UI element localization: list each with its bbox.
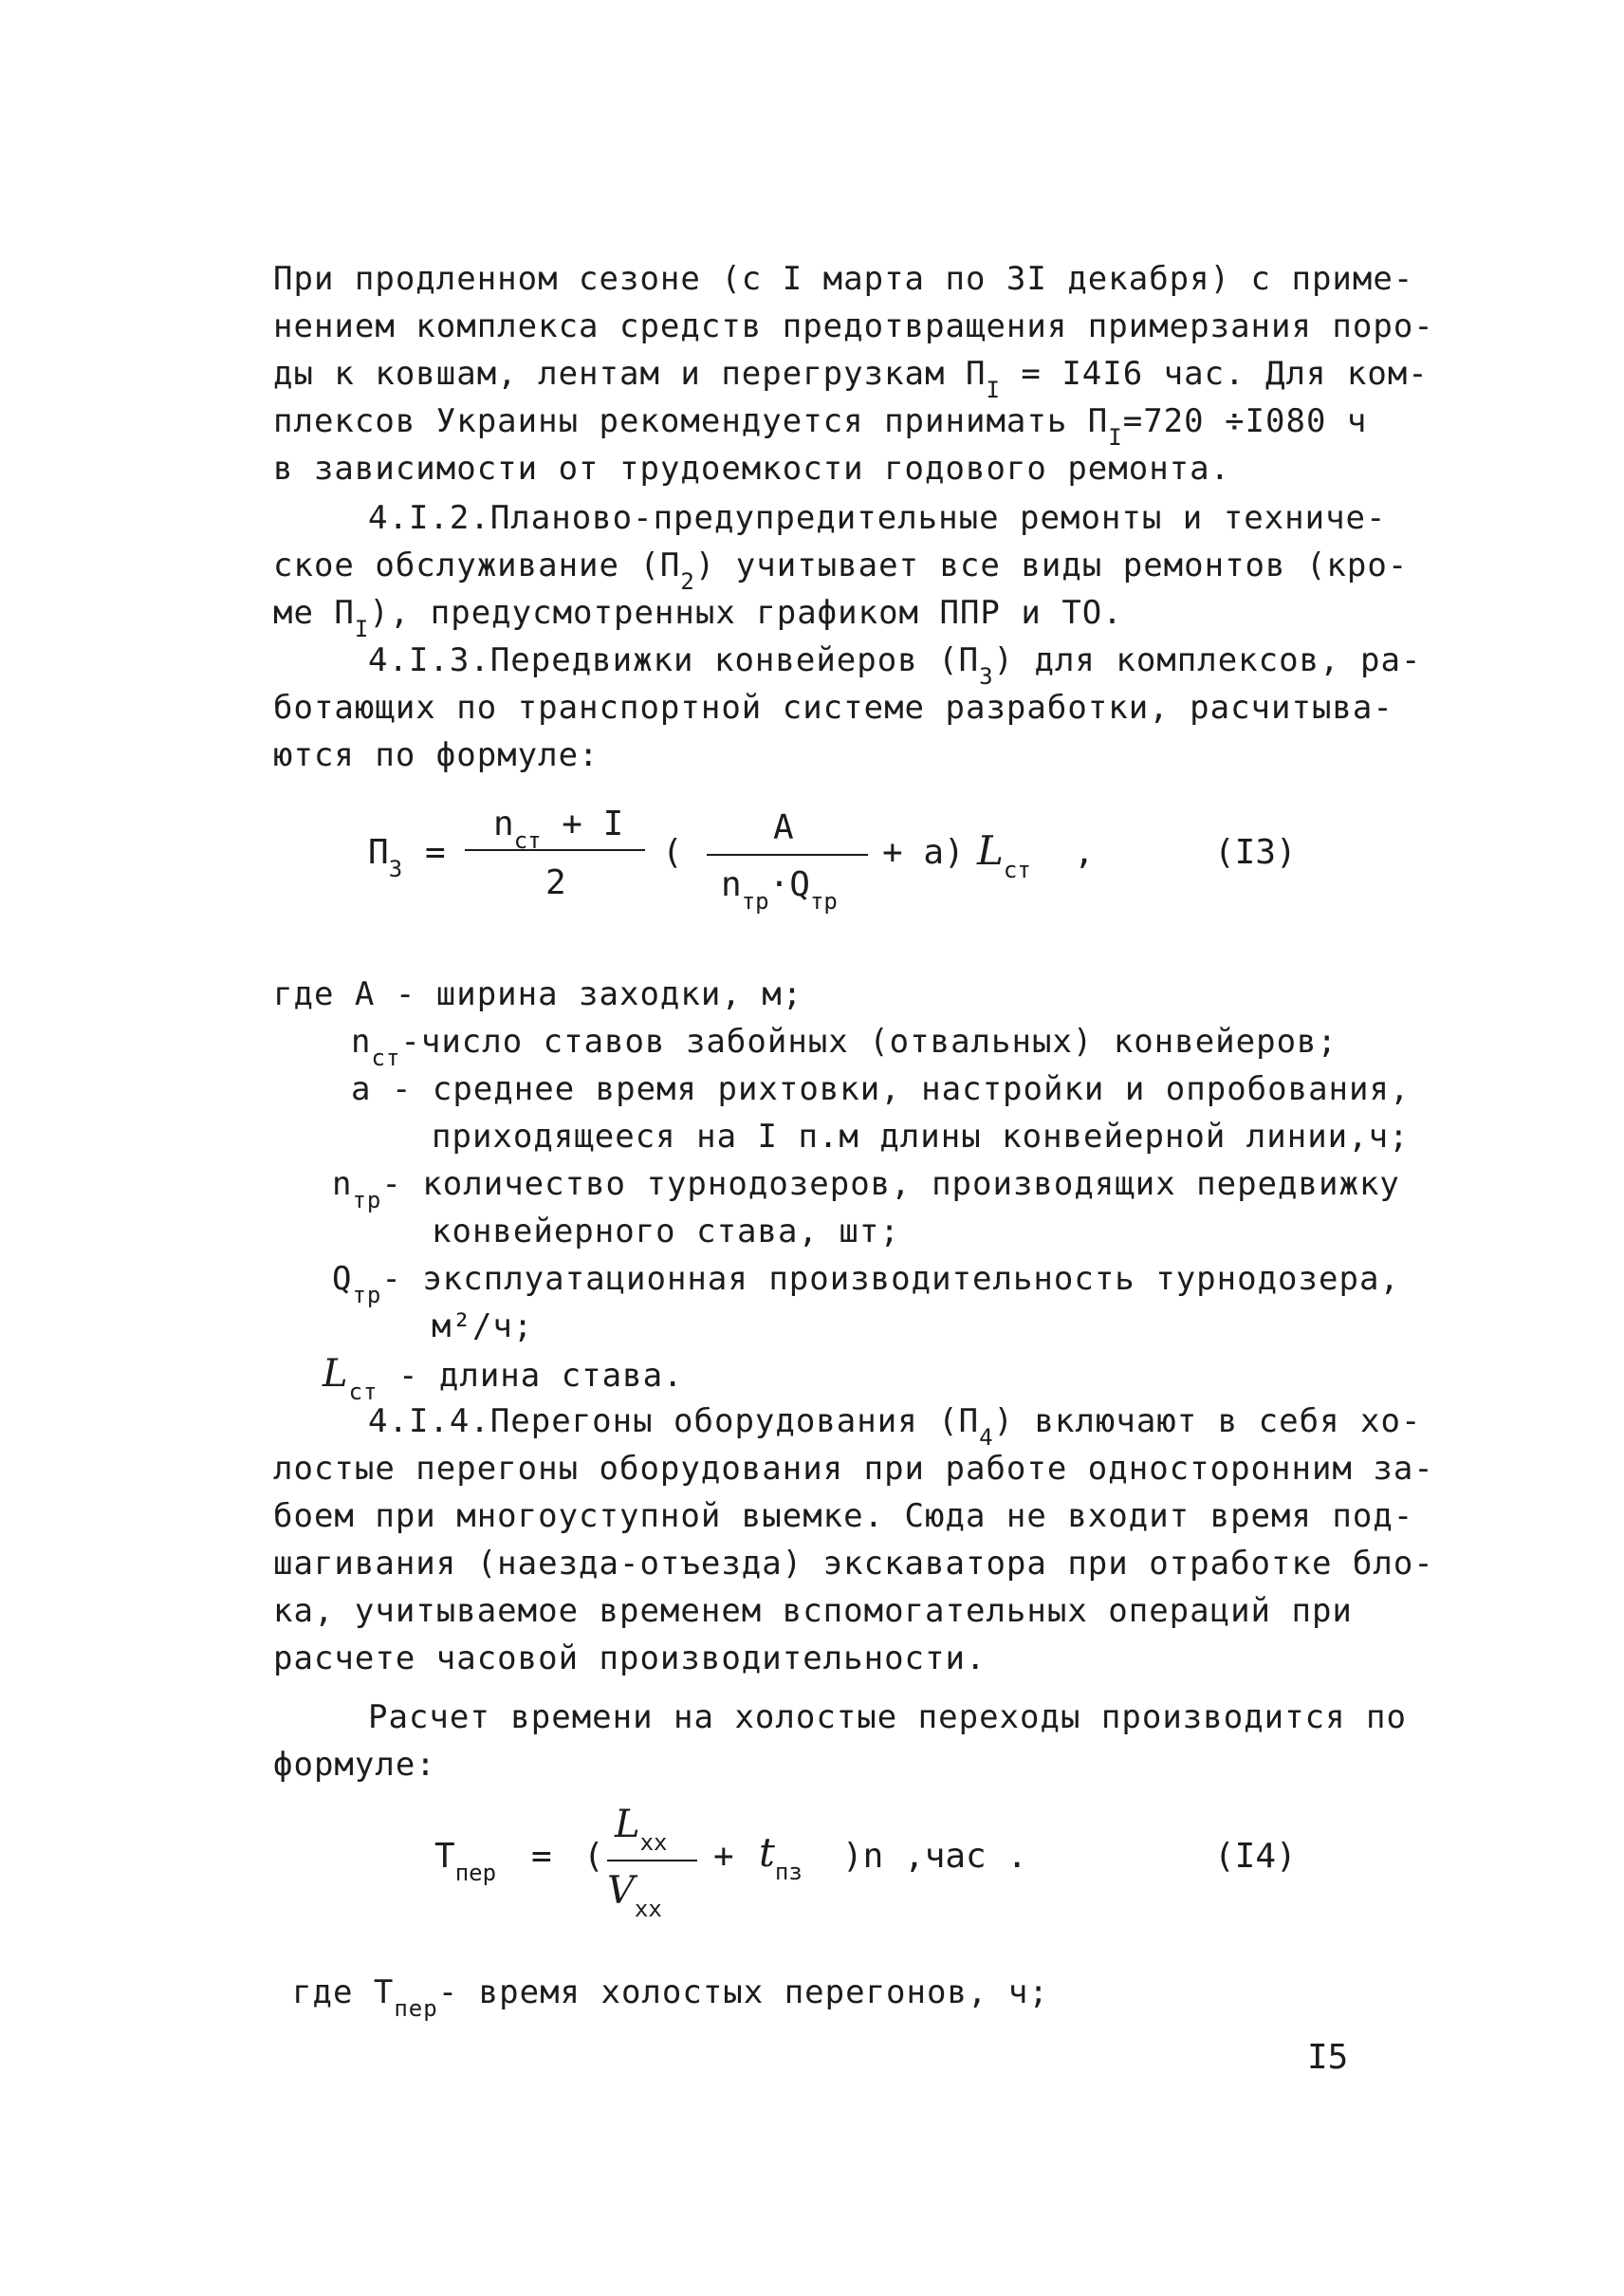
definition-item: где $T_{пер}-$ время холостых перегонов, ч; (292, 1973, 1049, 2022)
fraction-denominator: $n_{тр}\cdot Q_{тр}$ (721, 865, 838, 915)
text-line: в зависимости от трудоемкости годового ремонта. (273, 450, 1231, 488)
definition-item: $L_{ст}$ - длина става. (323, 1352, 684, 1405)
formula-lhs: $П_3$ (368, 833, 403, 882)
text-line: ме $П_I$), предусмотренных графиком ППР и ТО. (273, 594, 1123, 642)
definition-item: $n_{ст}$-число ставов забойных (отвальных) конвейеров; (351, 1023, 1338, 1071)
formula-plus: + (713, 1837, 734, 1876)
text-line: ды к ковшам, лентам и перегрузкам $П_I = I4I6$ час. Для ком- (273, 355, 1429, 403)
definition-item: м²/ч; (432, 1307, 534, 1345)
formula-equals: = (531, 1837, 552, 1876)
definition-item: $Q_{тр}-$ эксплуатационная производительность турнодозера, (332, 1260, 1400, 1308)
section-4-1-4: 4.I.4.Перегоны оборудования $(П_4)$ включают в себя хо- (368, 1402, 1422, 1451)
fraction-denominator: $V_{хх}$ (607, 1869, 662, 1922)
fraction-numerator: $n_{ст} + I$ (493, 805, 624, 854)
definition-item: a - среднее время рихтовки, настройки и опробования, (351, 1070, 1411, 1108)
definition-item: приходящееся на I п.м длины конвейерной линии,ч; (432, 1118, 1410, 1156)
formula-number: (I4) (1214, 1837, 1297, 1876)
page-number: I5 (1307, 2038, 1349, 2077)
formula-comma: , (1074, 833, 1095, 872)
text-line: ское обслуживание $(П_2)$ учитывает все виды ремонтов (кро- (273, 546, 1409, 595)
fraction-denominator: 2 (545, 863, 566, 902)
text-line: расчете часовой производительности. (273, 1639, 987, 1677)
fraction-bar (707, 854, 868, 856)
formula-tail: )n ,час . (842, 1837, 1028, 1876)
open-paren: ( (662, 833, 683, 872)
definition-item: $n_{тр}-$ количество турнодозеров, производящих передвижку (332, 1165, 1400, 1213)
formula-equals: = (425, 833, 446, 872)
text-line: ются по формуле: (273, 736, 600, 774)
definition-item: конвейерного става, шт; (432, 1213, 900, 1250)
text-line: плексов Украины рекомендуется принимать $П_I=720 \div I080$ ч (273, 402, 1368, 451)
text-line: шагивания (наезда-отъезда) экскаватора при отработке бло- (273, 1545, 1434, 1583)
section-4-1-3: 4.I.3.Передвижки конвейеров $(П_3)$ для комплексов, ра- (368, 641, 1422, 690)
open-paren: ( (583, 1837, 604, 1876)
text-line: Расчет времени на холостые переходы производится по (368, 1698, 1407, 1736)
formula-t: $t_{пз}$ (759, 1829, 803, 1885)
text-line: формуле: (273, 1746, 436, 1784)
text-line: ка, учитываемое временем вспомогательных операций при (273, 1592, 1353, 1630)
text-line: При продленном сезоне (с I марта по 3I декабря) с приме- (273, 260, 1414, 298)
formula-term: + a) (882, 833, 965, 872)
fraction-bar (607, 1860, 697, 1861)
text-line: лостые перегоны оборудования при работе односторонним за- (273, 1450, 1434, 1488)
text-line: ботающих по транспортной системе разработки, расчитыва- (273, 689, 1393, 727)
fraction-bar (465, 849, 645, 851)
formula-L: $L_{ст}$ (977, 827, 1031, 883)
text-line: боем при многоуступной выемке. Сюда не входит время под- (273, 1497, 1414, 1535)
section-4-1-2: 4.I.2.Планово-предупредительные ремонты и техниче- (368, 499, 1387, 537)
fraction-numerator: $L_{хх}$ (615, 1803, 668, 1856)
text-line: нением комплекса средств предотвращения примерзания поро- (273, 307, 1434, 345)
definition-item: где A - ширина заходки, м; (273, 975, 803, 1013)
formula-lhs: $T_{пер}$ (434, 1837, 497, 1886)
fraction-numerator: A (773, 808, 794, 847)
formula-number: (I3) (1214, 833, 1297, 872)
